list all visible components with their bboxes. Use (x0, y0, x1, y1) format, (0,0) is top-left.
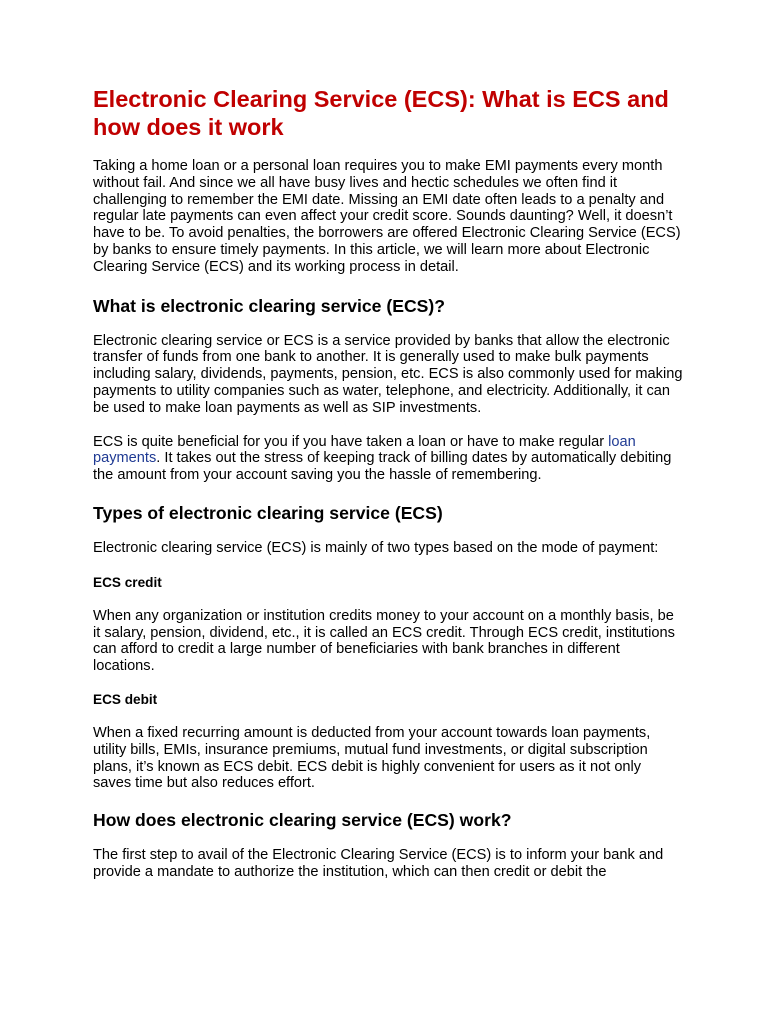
subheading-ecs-credit: ECS credit (93, 574, 162, 590)
section1-p2-text-after: . It takes out the stress of keeping track of billing dates by automatically debiting the amount from your account saving you the hassle of remembering. (93, 450, 672, 484)
subheading-ecs-debit: ECS debit (93, 691, 158, 707)
section-heading-types-of-ecs: Types of electronic clearing service (ECS) (93, 502, 443, 523)
section1-paragraph-1: Electronic clearing service or ECS is a service provided by banks that allow the electronic transfer of funds from one bank to another. It is generally used to make bulk payments including salary, dividends, payments, pension, etc. ECS is also commonly used for making payments to utility companies such as water, telephone, and electricity. Additionally, it can be used to make loan payments as well as SIP investments. (93, 332, 683, 416)
section-heading-how-ecs-works: How does electronic clearing service (ECS) work? (93, 810, 512, 831)
ecs-credit-paragraph: When any organization or institution credits money to your account on a monthly basis, be it salary, pension, dividend, etc., it is called an ECS credit. Through ECS credit, institutions can afford to credit a large number of beneficiaries with bank branches in different locations. (93, 607, 675, 675)
section-heading-what-is-ecs: What is electronic clearing service (ECS)? (93, 295, 445, 316)
section1-paragraph-2 (93, 434, 683, 484)
ecs-debit-paragraph: When a fixed recurring amount is deducted from your account towards loan payments, utility bills, EMIs, insurance premiums, mutual fund investments, or digital subscription plans, it’s known as ECS debit. ECS debit is highly convenient for users as it not only saves time but also reduces effort. (93, 724, 651, 792)
article-title: Electronic Clearing Service (ECS): What is ECS and how does it work (93, 86, 669, 140)
document-page (93, 86, 683, 881)
loan-payments-link[interactable]: loan payments (93, 433, 636, 467)
section1-p2-text-before: ECS is quite beneficial for you if you have taken a loan or have to make regular (93, 433, 609, 450)
intro-paragraph: Taking a home loan or a personal loan requires you to make EMI payments every month without fail. And since we all have busy lives and hectic schedules we often find it challenging to remember the EMI date. Missing an EMI date often leads to a penalty and regular late payments can even affect your credit score. Sounds daunting? Well, it doesn’t have to be. To avoid penalties, the borrowers are offered Electronic Clearing Service (ECS) by banks to ensure timely payments. In this article, we will learn more about Electronic Clearing Service (ECS) and its working process in detail. (93, 158, 681, 275)
section3-paragraph-1: The first step to avail of the Electronic Clearing Service (ECS) is to inform your bank and provide a mandate to authorize the institution, which can then credit or debit the (93, 847, 664, 880)
section2-paragraph-1: Electronic clearing service (ECS) is mainly of two types based on the mode of payment: (93, 539, 659, 556)
